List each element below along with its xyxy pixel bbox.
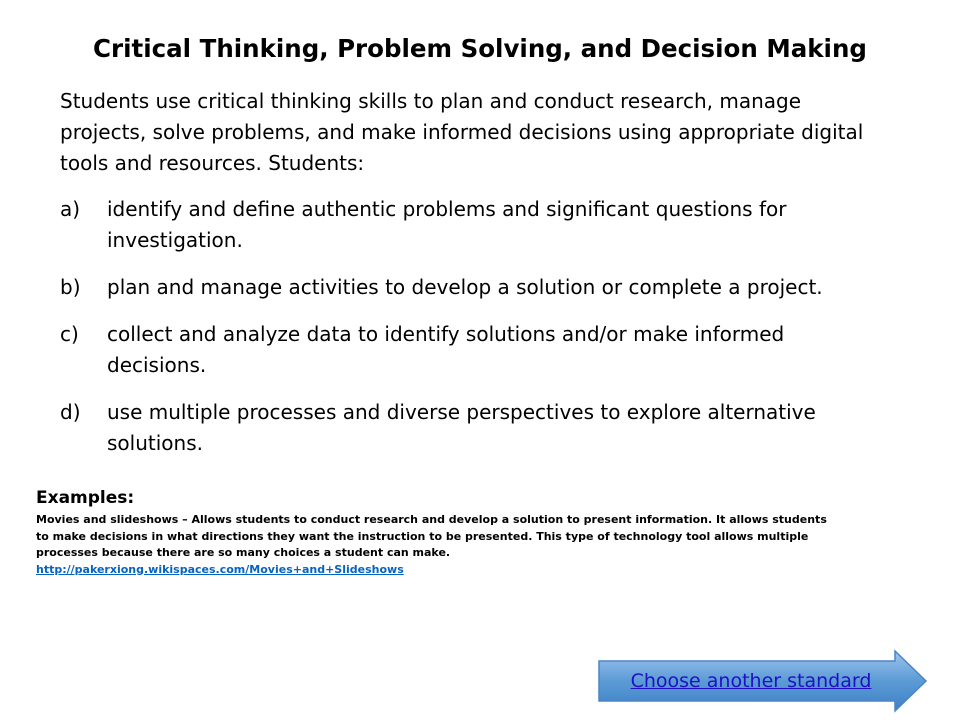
criterion-item-c xyxy=(60,319,880,381)
examples-heading: Examples: xyxy=(36,488,135,508)
criterion-item-b xyxy=(60,272,880,303)
examples-description: Movies and slideshows – Allows students to conduct research and develop a solution to present information. It allows students to make decisions in what directions they want the instruction to be presented. This type of technology tool allows multiple processes because there are so many choices a student can make. xyxy=(36,513,827,559)
criterion-text: plan and manage activities to develop a solution or complete a project. xyxy=(107,275,823,299)
criterion-item-a xyxy=(60,194,880,256)
criterion-letter: d) xyxy=(60,400,81,424)
criterion-letter: b) xyxy=(60,275,81,299)
examples-link[interactable]: http://pakerxiong.wikispaces.com/Movies+and+Slideshows xyxy=(36,562,404,576)
choose-another-standard-button[interactable] xyxy=(595,649,930,713)
criterion-text: use multiple processes and diverse perspectives to explore alternative solutions. xyxy=(107,400,816,455)
criterion-text: identify and define authentic problems and significant questions for investigation. xyxy=(107,197,787,252)
examples-section xyxy=(36,484,836,578)
slide-title: Critical Thinking, Problem Solving, and Decision Making xyxy=(93,34,867,63)
criteria-list xyxy=(60,194,880,475)
intro-paragraph: Students use critical thinking skills to plan and conduct research, manage projects, solve problems, and make informed decisions using appropriate digital tools and resources. Students: xyxy=(60,89,864,175)
criterion-item-d xyxy=(60,397,880,459)
nav-button-label: Choose another standard xyxy=(630,670,872,692)
criterion-text: collect and analyze data to identify solutions and/or make informed decisions. xyxy=(107,322,785,377)
criterion-letter: a) xyxy=(60,197,81,221)
criterion-letter: c) xyxy=(60,322,79,346)
